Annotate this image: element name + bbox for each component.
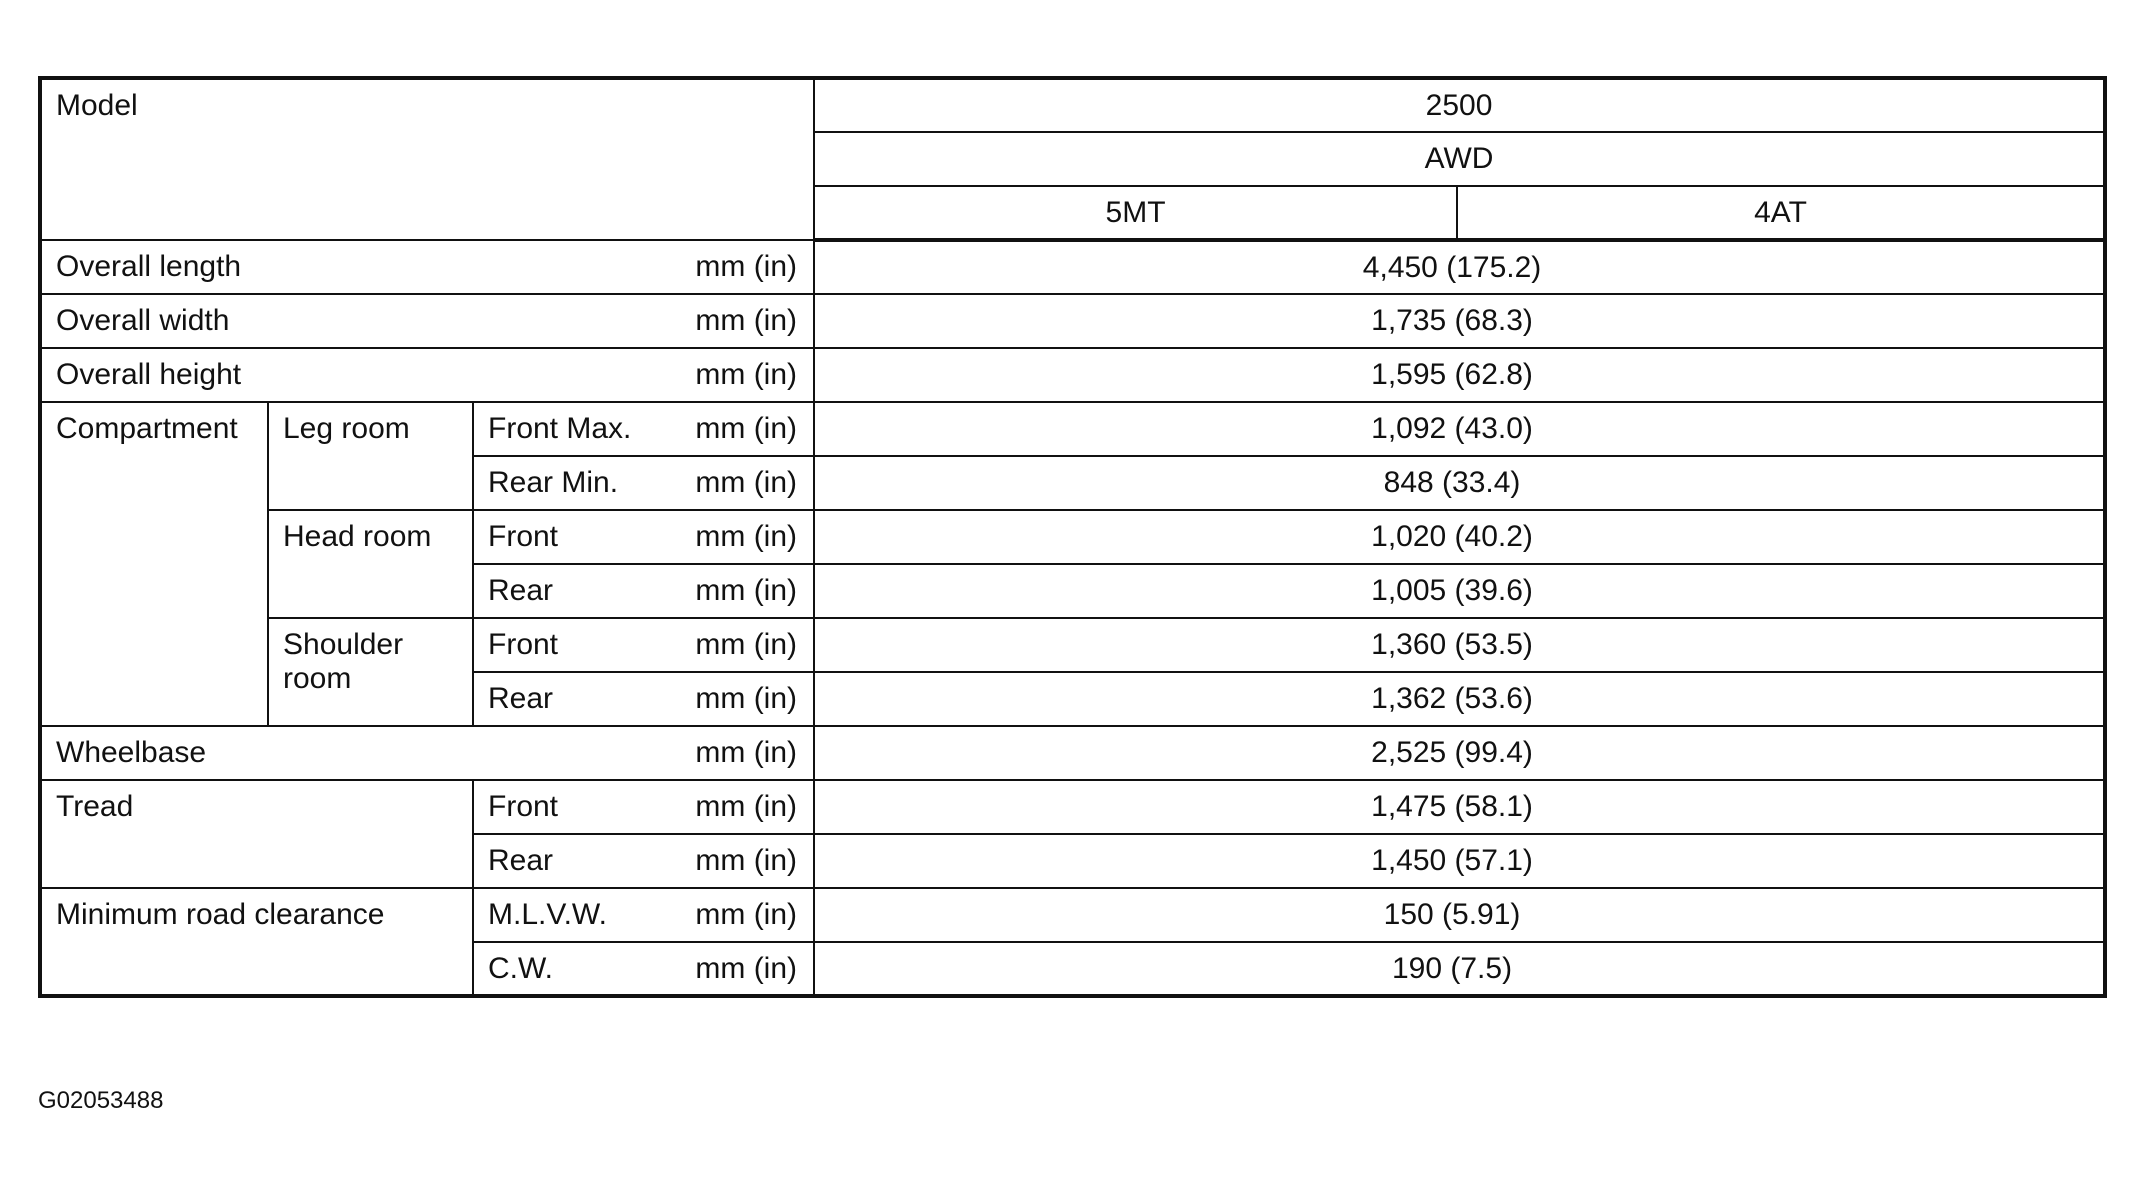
unit-label: mm (in) xyxy=(673,294,814,348)
unit-label: mm (in) xyxy=(673,942,814,996)
row-label: Overall width xyxy=(40,294,673,348)
unit-label: mm (in) xyxy=(673,834,814,888)
shoulder-room-rear-value: 1,362 (53.6) xyxy=(1371,682,1533,715)
row-value xyxy=(814,348,2105,402)
table-row xyxy=(40,780,2105,834)
model-label-cell xyxy=(40,78,814,240)
table-row xyxy=(40,888,2105,942)
sub-label: Rear Min. xyxy=(473,456,673,510)
vehicle-dimensions-table xyxy=(38,76,2107,998)
unit-label: mm (in) xyxy=(673,888,814,942)
unit-label: mm (in) xyxy=(673,672,814,726)
drive-label: AWD xyxy=(1424,142,1494,175)
min-road-clearance-label: Minimum road clearance xyxy=(40,888,473,996)
overall-length-value: 4,450 (175.2) xyxy=(1362,250,1542,284)
sub-label: Front xyxy=(473,618,673,672)
row-value xyxy=(814,564,2105,618)
unit-label: mm (in) xyxy=(673,564,814,618)
row-value xyxy=(814,240,2105,294)
row-label: Wheelbase xyxy=(40,726,673,780)
shoulder-room-front-value: 1,360 (53.5) xyxy=(1371,628,1533,661)
table-row xyxy=(40,402,2105,456)
transmission-5mt-cell xyxy=(814,186,1457,240)
sub-label: Front Max. xyxy=(473,402,673,456)
row-value xyxy=(814,510,2105,564)
table-row xyxy=(40,510,2105,564)
row-value xyxy=(814,618,2105,672)
shoulder-room-label: Shoulder room xyxy=(268,618,473,726)
sub-label: M.L.V.W. xyxy=(473,888,673,942)
head-room-label: Head room xyxy=(268,510,473,618)
unit-label: mm (in) xyxy=(673,402,814,456)
model-value: 2500 xyxy=(1425,88,1493,122)
unit-label: mm (in) xyxy=(673,780,814,834)
tread-front-value: 1,475 (58.1) xyxy=(1371,790,1533,823)
model-label: Model xyxy=(56,89,138,122)
head-room-front-value: 1,020 (40.2) xyxy=(1371,520,1533,553)
sub-label: Rear xyxy=(473,564,673,618)
overall-height-value: 1,595 (62.8) xyxy=(1371,358,1533,391)
drive-cell xyxy=(814,132,2105,186)
unit-label: mm (in) xyxy=(673,726,814,780)
clearance-cw-value: 190 (7.5) xyxy=(1391,951,1513,985)
table-row xyxy=(40,348,2105,402)
row-value xyxy=(814,888,2105,942)
unit-label: mm (in) xyxy=(673,510,814,564)
sub-label: Front xyxy=(473,510,673,564)
row-value xyxy=(814,402,2105,456)
tread-label: Tread xyxy=(40,780,473,888)
leg-room-rear-value: 848 (33.4) xyxy=(1383,466,1521,499)
unit-label: mm (in) xyxy=(673,240,814,294)
row-value xyxy=(814,834,2105,888)
transmission-4at: 4AT xyxy=(1754,195,1807,229)
table-row xyxy=(40,726,2105,780)
sub-label: Rear xyxy=(473,672,673,726)
row-label: Overall height xyxy=(40,348,673,402)
leg-room-label: Leg room xyxy=(268,402,473,510)
row-value xyxy=(814,780,2105,834)
transmission-4at-cell xyxy=(1457,186,2105,240)
row-value xyxy=(814,942,2105,996)
unit-label: mm (in) xyxy=(673,348,814,402)
transmission-5mt: 5MT xyxy=(1105,195,1166,229)
unit-label: mm (in) xyxy=(673,456,814,510)
table-row xyxy=(40,618,2105,672)
sub-label: Rear xyxy=(473,834,673,888)
table-row xyxy=(40,240,2105,294)
figure-id: G02053488 xyxy=(38,1087,164,1114)
row-value xyxy=(814,726,2105,780)
compartment-label: Compartment xyxy=(40,402,268,726)
overall-width-value: 1,735 (68.3) xyxy=(1371,304,1533,337)
model-value-cell xyxy=(814,78,2105,132)
wheelbase-value: 2,525 (99.4) xyxy=(1371,736,1533,769)
row-value xyxy=(814,672,2105,726)
sub-label: C.W. xyxy=(473,942,673,996)
row-value xyxy=(814,456,2105,510)
unit-label: mm (in) xyxy=(673,618,814,672)
clearance-mlvw-value: 150 (5.91) xyxy=(1383,898,1521,931)
tread-rear-value: 1,450 (57.1) xyxy=(1371,844,1533,877)
leg-room-front-value: 1,092 (43.0) xyxy=(1371,412,1533,445)
sub-label: Front xyxy=(473,780,673,834)
row-value xyxy=(814,294,2105,348)
table-row xyxy=(40,294,2105,348)
head-room-rear-value: 1,005 (39.6) xyxy=(1371,574,1533,607)
row-label: Overall length xyxy=(40,240,673,294)
